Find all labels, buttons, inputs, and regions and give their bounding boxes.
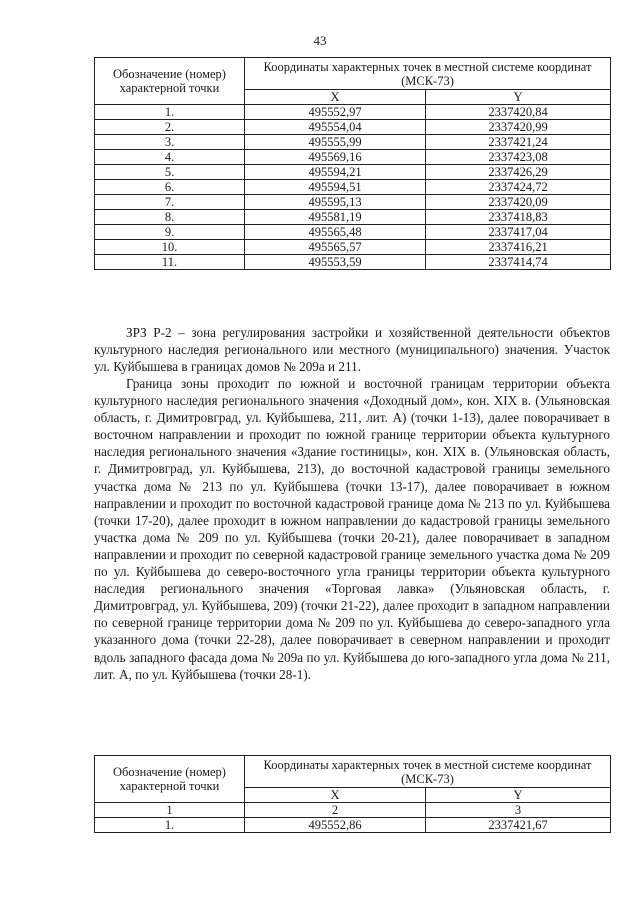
- y-value: 2337417,04: [426, 225, 611, 240]
- column-index-3: 3: [426, 803, 611, 818]
- y-header: Y: [426, 788, 611, 803]
- coordinates-table-1: [94, 57, 611, 270]
- point-number: 4.: [95, 150, 245, 165]
- table-row: [95, 120, 611, 135]
- coords-title-header: Координаты характерных точек в местной системе координат (МСК-73): [245, 58, 611, 90]
- point-number: 10.: [95, 240, 245, 255]
- point-number: 3.: [95, 135, 245, 150]
- x-value: 495552,86: [245, 818, 426, 833]
- x-value: 495552,97: [245, 105, 426, 120]
- boundary-description: [94, 375, 610, 683]
- x-value: 495594,51: [245, 180, 426, 195]
- table-row: [95, 195, 611, 210]
- column-index-2: 2: [245, 803, 426, 818]
- x-value: 495594,21: [245, 165, 426, 180]
- zone-description: [94, 324, 610, 375]
- x-value: 495595,13: [245, 195, 426, 210]
- y-value: 2337420,09: [426, 195, 611, 210]
- point-number: 9.: [95, 225, 245, 240]
- y-value: 2337424,72: [426, 180, 611, 195]
- point-number: 5.: [95, 165, 245, 180]
- coords-title-header: Координаты характерных точек в местной системе координат (МСК-73): [245, 756, 611, 788]
- table-row: [95, 225, 611, 240]
- point-number: 1.: [95, 105, 245, 120]
- x-value: 495581,19: [245, 210, 426, 225]
- y-value: 2337420,99: [426, 120, 611, 135]
- table-row: [95, 165, 611, 180]
- point-label-header: Обозначение (номер) характерной точки: [95, 756, 245, 803]
- x-value: 495554,04: [245, 120, 426, 135]
- table-row: [95, 818, 611, 833]
- x-value: 495565,57: [245, 240, 426, 255]
- y-value: 2337418,83: [426, 210, 611, 225]
- x-value: 495555,99: [245, 135, 426, 150]
- page-number: 43: [313, 33, 327, 48]
- coordinates-table-2: [94, 755, 611, 833]
- x-value: 495553,59: [245, 255, 426, 270]
- table-row: [95, 210, 611, 225]
- y-value: 2337414,74: [426, 255, 611, 270]
- table-row: [95, 255, 611, 270]
- y-value: 2337423,08: [426, 150, 611, 165]
- paragraph-zone-title: ЗРЗ Р-2 – зона регулирования застройки и хозяйственной деятельности объектов культурного наследия регионального или местного (муниципального) значения. Участок ул. Куйбышева в границах домов № 209а и 211.: [94, 325, 610, 375]
- x-value: 495569,16: [245, 150, 426, 165]
- column-index-1: 1: [95, 803, 245, 818]
- point-number: 11.: [95, 255, 245, 270]
- y-value: 2337416,21: [426, 240, 611, 255]
- table-row: [95, 150, 611, 165]
- table-row: [95, 240, 611, 255]
- paragraph-boundary: Граница зоны проходит по южной и восточной границам территории объекта культурного наследия регионального значения «Доходный дом», кон. XIX в. (Ульяновская область, г. Димитровград, ул. Куйбышева, 211, лит. А) (точки 1-13), далее поворачивает в восточном направлении и проходит по южной границе территории объекта культурного наследия регионального значения «Здание гостиницы», кон. XIX в. (Ульяновская область, г. Димитровград, ул. Куйбышева, 213), до восточной кадастровой границы земельного участка дома № 213 по ул. Куйбышева (точки 13-17), далее поворачивает в южном направлении и проходит по восточной кадастровой границе дома № 213 по ул. Куйбышева (точки 17-20), далее проходит в южном направлении до кадастровой границы земельного участка дома № 209 по ул. Куйбышева (точки 20-21), далее поворачивает в западном направлении и проходит по северной кадастровой границе земельного участка дома № 209 по ул. Куйбышева до северо-восточного угла границы территории объекта культурного наследия регионального значения «Торговая лавка» (Ульяновская область, г. Димитровград, ул. Куйбышева, 209) (точки 21-22), далее проходит в западном направлении по северной границе территории дома № 209 по ул. Куйбышева до северо-западного угла указанного дома (точки 22-28), далее поворачивает в северном направлении и проходит вдоль западного фасада дома № 209а по ул. Куйбышева до юго-западного угла дома № 211, лит. А, по ул. Куйбышева (точки 28-1).: [94, 376, 610, 682]
- y-value: 2337421,24: [426, 135, 611, 150]
- y-value: 2337421,67: [426, 818, 611, 833]
- y-value: 2337420,84: [426, 105, 611, 120]
- table-row: [95, 180, 611, 195]
- table-row: [95, 105, 611, 120]
- point-label-header: Обозначение (номер) характерной точки: [95, 58, 245, 105]
- x-header: X: [245, 788, 426, 803]
- y-header: Y: [426, 90, 611, 105]
- y-value: 2337426,29: [426, 165, 611, 180]
- x-header: X: [245, 90, 426, 105]
- table-row: [95, 135, 611, 150]
- point-number: 2.: [95, 120, 245, 135]
- x-value: 495565,48: [245, 225, 426, 240]
- point-number: 7.: [95, 195, 245, 210]
- point-number: 1.: [95, 818, 245, 833]
- point-number: 8.: [95, 210, 245, 225]
- point-number: 6.: [95, 180, 245, 195]
